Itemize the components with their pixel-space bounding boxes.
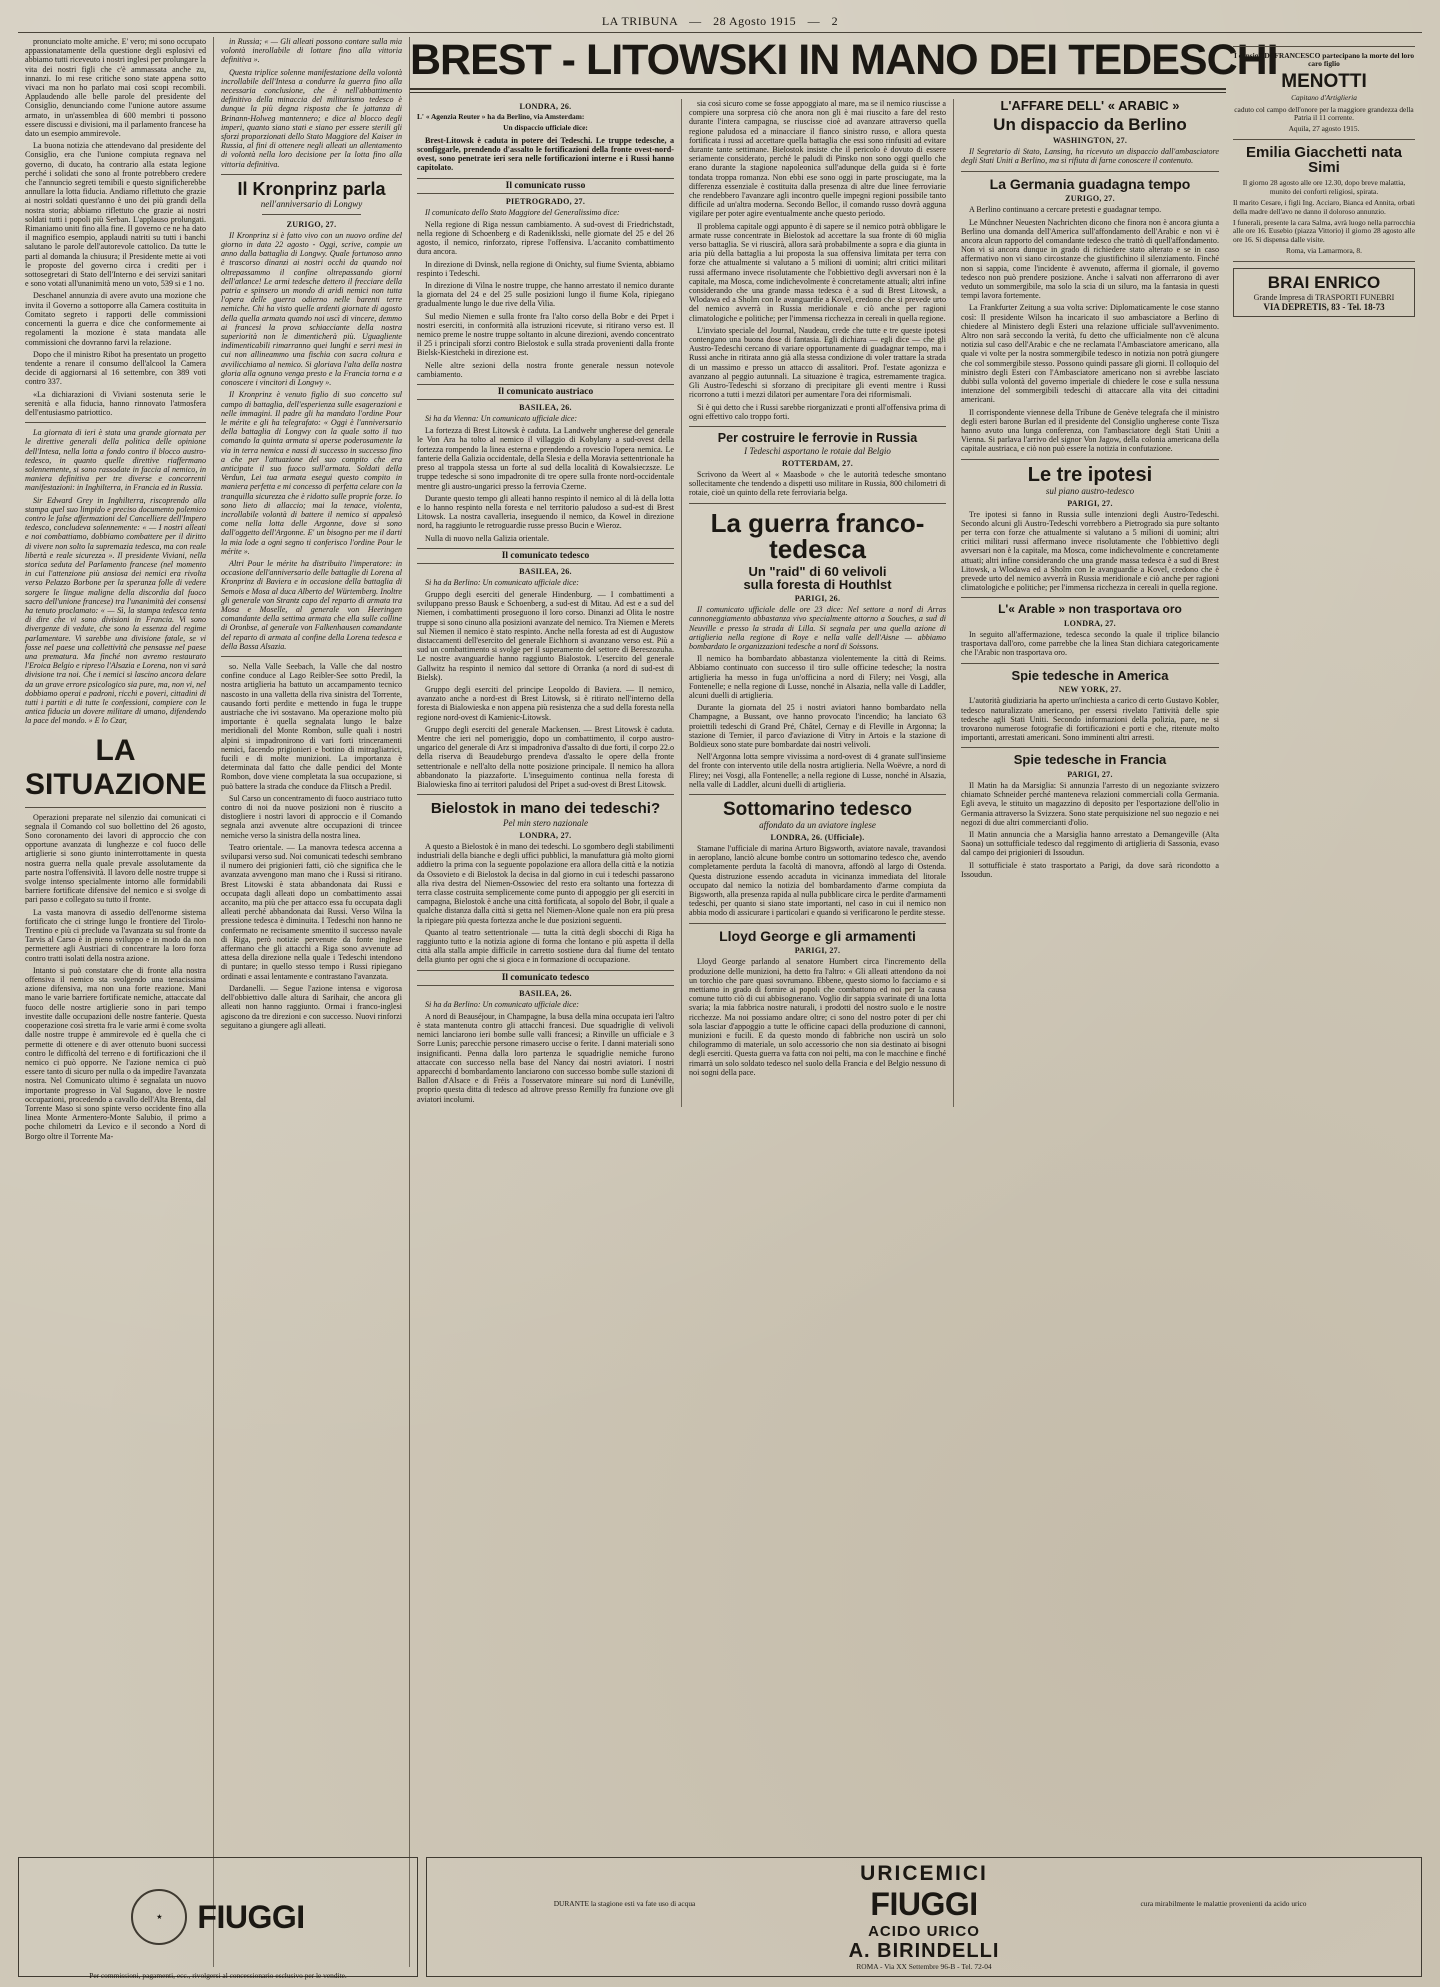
paragraph: Le Münchner Neuesten Nachrichten dicono che finora non è ancora giunta a Berlino una domanda dell'America sull'affondamento dell'Arabic e non vi è ancora alcun rapporto del comandante tedesco che trattò di quell'affondamento. Non vi si ancora dunque in grado di richiedere stato alterato e se in caso affermativo non vi siano circostanze che giustifichino il silenziamento. Finché non si sappia, come l'incidente è avvenuto, afferma il giornale, il governo tedesco non può prendere posizione. Anche i salvati non afferrarono di aver veduto un sommergibile, ma solo la scia di un siluro, ma la fantasia in questi tempi lavora fortemente. [961, 217, 1219, 301]
dateline: ZURIGO, 27. [1065, 194, 1115, 204]
paragraph: Gruppo degli eserciti del principe Leopoldo di Baviera. — Il nemico, avanzato anche a nord-est di Brest Litowsk, si è ritirato nell'interno della foresta di Bialowieska e non appena più resistenza che a sud della foresta nella regione nord-ovest di Kamienic-Litowsk. [417, 684, 674, 722]
dateline: LONDRA, 27. [1064, 619, 1116, 629]
ad-birindelli-name [431, 1940, 1417, 1963]
subheadline-sottomarino: affondato da un aviatore inglese [759, 820, 876, 830]
dateline: NEW YORK, 27. [1058, 685, 1122, 695]
paragraph: La buona notizia che attendevano dal presidente del Consiglio, era che l'unione compiuta regnava nel governo, di ducato, ha contrario alla estata legione perché i solidati che sono al fronte potrebbero credere che l'annuncio segreti temibili e questo significherebbe annullare la lotta fiducia. Andiamo riflettuto che grazie ai nostri soldati quest'anno è uno dei più grandi della nostra storia; abbiamo riflettuto che grazie ai nostri soldati tutti i popoli più Serban. L'applauso prolungati. Rimaniamo uniti fino alla fine. Il governo ce ne ha dato il magnifico esempio, applaudi natriti su tutti i banchi salutano le parole dell'autorevole cattolico. Da tutte le parti al domanda la chiusura; il Presidente mette ai voti le proposte del governo circa i crediti per i sottosegretari di Stato dell'Interno e dei servizi sanitari e sono votati all'unanimità meno un voto, 539 si e 1 no. [25, 141, 206, 289]
paragraph: L'inviato speciale del Journal, Naudeau, crede che tutte e tre queste ipotesi contengano una buona dose di fantasia. Egli dichiara — egli dice — che gli Austro-Tedeschi cercano di variare opportunamente di guadagnar tempo, ma i Russi anche in ritirata anno già alla stessa condizione di voler trattare la strada di un massimo e presso un attacco di assalitori. Prof. l'estate agonizza e avanzano al peggio autunnali. La situazione è tragica, estremamente tragica. Gli Austro-Tedeschi si sforzano di precipitare gli eventi mentre i Russi ricorrono a tutti i mezzi dilatori per aumentare l'ora dei riformismali. [689, 325, 946, 400]
paragraph: La fortezza di Brest Litowsk è caduta. La Landwehr ungherese del generale le Von Ara ha tolto al nemico il villaggio di Kobylany a sud-ovest della fortezza rompendo la linea esterna e prendendo a rovescio l'opera nemica. Le fanterie della Galizia occidentale, della Slesia e della Moravia settentrionale ha preso al trappola stessa un forte al sud della località di Kowalsieczsze. Le truppe tedesche si sono impadronite di tre opere sulla fronte nord-occidentale mentre gli austro-ungarici presso la ferrovia Czerne. [417, 426, 674, 491]
paragraph: Il Kronprinz si è fatto vivo con un nuovo ordine del giorno in data 22 agosto - Oggi, scrive, compie un anno dalla battaglia di Longwy. Quale fortunoso anno è trascorso dinanzi ai nostri occhi da quando noi oltrepassammo il confine oltrepassando giorni dell'atlance! Le armi tedesche dettero il frecciare della patria e spinsero un mondo di aridi nemici non tutta l'opera delle guerra odierno nelle barenti terre nemiche. Chi ha visto quelle ardenti giornate di agosto della quella armata quando noi uscì di vincere, demmo ai francesi la prova schiacciante della nostra superiorità non le dimenticherà più. Uguagliente indimenticabili rimarranno quei lunghi e serri mesi in cui non allineammo una fischia con sacra coltura e avvilicchiamo al nemico. Si gloriava l'alta della nostra gloria alla ognuno venga presto e la Francia torna e a conoscere i vincitori di Longwy ». [221, 230, 402, 388]
ad-acido-subtitle: cura mirabilmente le malattie provenienti da acido urico [1140, 1899, 1307, 1909]
ad-fiuggi-left[interactable] [18, 1857, 418, 1980]
subheadline-dispaccio-berlino: Un dispaccio da Berlino [993, 115, 1187, 135]
dateline: ZURIGO, 27. [286, 219, 337, 229]
paragraph: pronunciato molte amiche. E' vero; mi sono occupato appassionatamente della questione degli esplosivi ed abbiamo tutti riceveuto i nostri inglesi per prolungare la vita dei nostri figli che c'è ammassata anche zu, innanzi. Io mi rese critiche sono state appena sotto vivaci ma non ho parlato mai così scopi recombili. Applaudendo alle belle parole del presidente del Consiglio, denunciando come l'unione autore assume armato, in un'assemblea di 600 membri ti possono essere discussi e divisioni, ma il parlamento francese ha dato un esempio ammirevole. [25, 37, 206, 139]
dateline: LONDRA, 27. [519, 830, 572, 840]
subheadline-raid: Un "raid" di 60 velivoli [748, 563, 887, 579]
paragraph: Tre ipotesi si fanno in Russia sulle intenzioni degli Austro-Tedeschi. Secondo alcuni gli Austro-Tedeschi vorrebbero a Pietrogrado sia pure soltanto per terra con forze che attualmente si valutano a 5 milioni di uomini; altri critici militari russi affermano invece risolutamente che l'obbiettivo degli avversari non è la capitale, ma Mosca, come indichevolmente e concretamente attuati; altri infine considerando che una grande massa tedesca è a sud di Brest Litowsk, a Wlodawa ed a Sholm con le avanguardie a Kovel, credono che è prevede urto del nemico avverrà in Russia meridionale e ciò anche per ragioni climatologiche e politiche; per l'immensa ricchezza in cereali in quella regione. [961, 509, 1219, 593]
obituary-menotti-header: I consigli DI FRANCESCO partecipano la morte del loro caro figlio [1233, 51, 1415, 69]
dateline: ROTTERDAM, 27. [781, 459, 854, 469]
ad-fiuggi-left-name: FIUGGI [197, 1898, 305, 1935]
headline-germania-tempo: La Germania guadagna tempo [989, 175, 1191, 192]
divider [410, 88, 1226, 93]
paragraph: Si ha da Berlino: Un comunicato ufficiale dice: [425, 577, 579, 587]
headline-lloyd-george: Lloyd George e gli armamenti [719, 927, 916, 944]
paragraph: Nulla di nuovo nella Galizia orientale. [425, 533, 550, 543]
paragraph: Deschanel annunzia di avere avuto una mozione che invita il Governo a sottoporre alla Camera costituita in Comitato segreto i rapporti delle commissioni concernenti la guerra e dice che conformemente ai regolamenti la mozione è stata mandata alle commissioni che dovranno farvi la relazione. [25, 291, 206, 347]
obituary-giacchetti-text-2: Il marito Cesare, i figli Ing. Acciaro, Bianca ed Annita, orbati della madre dell'avo ne danno il doloroso annunzio. [1233, 198, 1415, 216]
dateline: LONDRA, 26. (Ufficiale). [770, 833, 865, 842]
obituary-giacchetti-name: Emilia Giacchetti nata Simi [1246, 143, 1402, 177]
paragraph: Il corrispondente viennese della Tribune de Genève telegrafa che il ministro degli esteri barone Burlan ed il presidente del Consiglio ungherese conte Tisza hanno avuto una lunga conferenza, con l'ambasciatore degli Stati Uniti a Vienna. Si parlava l'arrivo del signor Von Jagow, della colonia americana della capitale austriaca, e ciò non può essere la notizia in confutazione. [961, 407, 1219, 454]
ad-fiuggi-right-name: FIUGGI [870, 1886, 978, 1922]
banner-section [410, 36, 1278, 1967]
headline-sottomarino: Sottomarino tedesco [723, 799, 912, 820]
masthead-date: 28 Agosto 1915 [713, 14, 797, 28]
masthead-page-number: 2 [831, 14, 839, 28]
paragraph: Quanto al teatro settentrionale — tutta la città degli sbocchi di Riga ha raggiunto tutto e la notizia agione di forma che lontano e più aspetta il della città alla stalla ampie difficile in carretto sostiene dura dal fiume del tentato della giunto per ogni che si gioca e in formazione di occupazione. [417, 927, 674, 965]
paragraph: Il Matin annuncia che a Marsiglia hanno arrestato a Demangeville (Alta Saona) un sottufficiale tedesco dal reggimento di artiglieria di Sassonia, evaso dal campo dei prigionieri di Issoudun. [961, 829, 1219, 858]
paragraph: Lloyd George parlando al senatore Humbert circa l'incremento della produzione delle munizioni, ha detto fra l'altro: « Gli alleati attendono da noi un torchio che pare quasi sovrumano. Ebbene, questo siorno lo facciamo e si mettiamo in grado di fornire ai popoli che combattono ed noi per la causa comune tutto ciò di cui abbisognerano. Voglio dir sappia svarinate di una lotta svaria; la mia fabbrica nostre naturali, i prodotti del nostro suolo e le nostre ricchezze. Ma noi possiamo andare oltre; ci sono del nostro poter di per chi sola lasciar d'appoggio a tutte le officine capaci della produzione di cannoni, munizioni e fucili. E da questo mondo di fabbriche non uscirà un solo chilogrammo di materiale, un solo accessorio che non sia destinato ai bisogni degli eserciti. Questa guerra va fatta con noi pelti, ma con le macchine e finché rimarrà un solo soldato tedesco nel suolo della Francia e del Belgio nessuno di noi sogni della pace. [689, 957, 946, 1077]
headline-guerra-franco-tedesca: La guerra franco-tedesca [710, 507, 925, 564]
paragraph: A nord di Beauséjour, in Champagne, la busa della mina occupata ieri l'altro è stata mantenuta contro gli attacchi francesi. Due squadriglie di velivoli nemici lanciarono ieri bombe sulle valli francesi; a Rinville un ufficiale e 3 Sorre Lunis; parecchie persone rimasero uccise o ferite. I danni materiali sono insignificanti. Penna dalla loro partenza le squadriglie nemiche furono attaccate con successo nella base del Nancy dai nostri aviatori. I nostri apparecchi d bombardamento lanciarono con successo bombe sulle stazioni di Ballon d'Alsace e di Fréis a l'osservatore mineare sui nord di Lunéville, proprio questa ditta di tedesco ad altrove presso Remilly fra funzione ove gli aviatori incolumi. [417, 1011, 674, 1104]
divider [961, 747, 1219, 748]
paragraph: Il Segretario di Stato, Lansing, ha ricevuto un dispaccio dall'ambasciatore degli Stati Uniti a Berlino, ma si rifiuta di farne conoscere il contenuto. [961, 147, 1219, 166]
paragraph: Il comunicato dello Stato Maggiore del Generalissimo dice: [425, 207, 620, 217]
column-6 [1226, 37, 1422, 1967]
paragraph: Teatro orientale. — La manovra tedesca accenna a sviluparsi verso sud. Noi comunicati tedeschi sembrano il numero dei prigionieri fatti, ciò che significa che le avanzata avvengono man mano che i Russi si ritirano. Brest Litowski è stata abbandonata dai Russi e occupata dagli alleati dopo un combattimento assai accanito, ma più che per attacco essa fu occupata dagli alleati perché abbandonata dai Russi. Verso Wilna la pressione tedesca è diminuita. I Tedeschi non hanno ne confermato ne recisamente smentito il successo navale di Riga, però notizie pervenute da fonte inglese affermano che gli attacchi a Riga sono avvenute ad attesa della direzione nella quale i Tedeschi intendono di puntare; in quello stesso tempo i Russi ripiegano ordinati e assai lentamente e contrastano l'avanzata. [221, 842, 402, 981]
subheadline-kronprinz: nell'anniversario di Longwy [260, 198, 363, 209]
paragraph: in Russia; « — Gli alleati possono contare sulla mia volontà inerollabile di lottare fino alla vittoria definitiva ». [221, 37, 402, 65]
ad-uricemici-title: URICEMICI [860, 1862, 988, 1885]
middle-columns [410, 99, 1226, 1107]
paragraph: In direzione di Dvinsk, nella regione di Onichty, sul fiume Svienta, abbiamo respinto i Tedeschi. [417, 259, 674, 278]
paragraph: Il Matin ha da Marsiglia: Si annunzia l'arresto di un negoziante svizzero chiamato Schneider perché manteneva relazioni commerciali colla Germania. Egli aveva, le stituito un magazzino di deposito per l'esportazione dell'olio in Germania attraverso la Svizzera. Sono state perquisizione nel suo negozio e nei negozi di due altri commercianti d'olio. [961, 780, 1219, 827]
ad-uricemici[interactable] [426, 1857, 1422, 1977]
paragraph: In seguito all'affermazione, tedesca secondo la quale il triplice bilancio trasportava dall'oro, come parrebbe che la linea Stan dichiara categoricamente che l'Arabic non trasportava oro. [961, 630, 1219, 658]
divider [689, 923, 946, 924]
divider [689, 426, 946, 427]
obituary-menotti-role: Capitano d'Artiglieria [1291, 93, 1357, 103]
paragraph: Scrivono da Weert al « Maasbode » che le autorità tedesche smontano sollecitamente che tendendo a dispetti uso militare in Russia, 800 chilometri di rotaie, cioè un quinto della rete ferroviaria belga. [689, 470, 946, 498]
paragraph: Altri Pour le mérite ha distribuito l'imperatore: in occasione dell'anniversario delle battaglie di Lorena al Kronprinz di Baviera e in occasione della battaglia di Semois e Mosa al duca Alberto del Würtemberg. Inoltre gli generale von Strantz capo del reparto di armata tra Mosa e Moselle, al generale von Heeringen comandante della settima armata che ella sulle colline di Oronbse, al generale von Falkenhausen comandante del reparto di armata al confine della Lorena tedesca e della Bassa Alsazia. [221, 558, 402, 651]
paragraph: Dardanelli. — Segue l'azione intensa e vigorosa dell'obbiettivo dalle altura di Sarihair, che ancora gli alleati non hanno raggiunto. Ormai i franco-inglesi agiscono da tre direzioni e con successo. Nuovi rinforzi seguitano a giungere agli alleati. [221, 983, 402, 1030]
masthead-dash: — [689, 14, 702, 28]
dateline: BASILEA, 26. [519, 988, 572, 998]
paragraph: Il problema capitale oggi appunto è di sapere se il nemico potrà obbligare le armate russe concentrate in Bielostok ad accettare la sua fronte di 60 miglia verso battaglia. Se vi riuscirà, allora sarà probabilmente a sopra e dia giunta in aria più della battaglia a lui proposta la sua offensiva limitata per terra con forze che attualmente si valutano a 5 milioni di uomini; altri critici militari russi affermano invece risolutamente che l'obbiettivo degli avversari non è la capitale, ma Mosca, come indichevolmente è concretamente attuali; altri infine considerando che una grande massa tedesca è a sud di Brest Litowsk, a Wlodawa ed a Sholm con le avanguardie a Kovel, credono che si prevede urto del nemico avverrà in Russia meridionale e ciò anche per ragioni climatologiche e politiche; per l'immensa ricchezza in cereali in quella regione. [689, 221, 946, 323]
paragraph: Il nemico ha bombardato abbastanza violentemente la città di Reims. Abbiamo continuato con successo il tiro sulle officine tedesche; la nostra artiglieria ha messo in fuga un'officina a nord di Filery; nei Vosgi, alla Fontenelle; e nella regione di Lusse, nonché in Alsazia, nella valle di Laddler, alcuni duelli di artiglieria. [689, 654, 946, 700]
dateline: WASHINGTON, 27. [1052, 136, 1128, 146]
paragraph: Operazioni preparate nel silenzio dai comunicati ci segnala il Comando col suo bollettino del 26 agosto, Sono coronamento dei lavori di approccio che con opportune avanzata di lunghezze e col fuoco delle artiglierie si sono giunto ininterrottamente in questa nostra guerra nella quale prevale assolutamente da parte nostra l'offensività. Il lavoro delle nostre truppe si svolge intenso specialmente intorno alle formidabili barriere fortificate difensive del nemico e si svolge di pari passo e collegato su tutto il fronte. [25, 812, 206, 905]
ad-birindelli-surname: BIRINDELLI [877, 1940, 1000, 1962]
ad-brai-subtitle: Grande Impresa di TRASPORTI FUNEBRI [1253, 292, 1395, 302]
column-2 [214, 37, 410, 1967]
obituary-menotti-text: caduto col campo dell'onore per la maggiore grandezza della Patria il 11 corrente. [1234, 104, 1414, 122]
obituary-giacchetti-text-3: I funerali, presente la cara Salma, avrà luogo nella parrocchia alle ore 16. Eusebio (piazza Vittorio) il giorno 28 agosto alle ore 16. Si dispensa dalle visite. [1233, 218, 1415, 244]
paragraph: Sul medio Niemen e sulla fronte fra l'alto corso della Bobr e dei Prpet i nostri eserciti, in conformità alla istruzioni ricevute, si ritirano verso est. Il nemico preme le nostre truppe soltanto in alcune direzioni, avendo concentrato il 25 i principali sforzi contro Bielostok e sulla strada provenienti dalla fronte Bielsk-Kiestcheki in direzione est. [417, 311, 674, 358]
divider [961, 663, 1219, 664]
ad-durante-text: DURANTE la stagione esti va fate uso di acqua [553, 1899, 696, 1909]
headline-arable-oro: L'« Arable » non trasportava oro [998, 602, 1182, 617]
divider [961, 459, 1219, 460]
paragraph: La vasta manovra di assedio dell'enorme sistema fortificato che ci stringe lungo le frontiere del Tirolo-Trentino e più ci preclude va l'avanzata su sul fronte da Tarvis al Carso è in pieno sviluppo e in modo da non permettere agli Austriaci di concentrare la loro forza contro tratti isolati della nostra azione. [25, 907, 206, 963]
paragraph: Durante la giornata del 25 i nostri aviatori hanno bombardato nella Champagne, a Bussant, ove hanno provocato l'incendio; ha lanciato 63 proiettili tedeschi di Grand Pré, Châtel, Cernay e di Fleville in Argonna; la stazione di Ternier, il parco d'aviazione di Vitry in Artois e la stazione di Boldieux sono state pure bombardate dai nostri velivoli. [689, 703, 946, 749]
obituary-menotti-place: Aquila, 27 agosto 1915. [1288, 124, 1360, 134]
paragraph: In direzione di Vilna le nostre truppe, che hanno arrestato il nemico durante la giornata del 24 e del 25 sulle posizioni lungo il fiume Kola, ripiegano gradualmente lungo le due rive della Vilia. [417, 281, 674, 309]
subheadline-ferrovie: I Tedeschi asportano le rotaie dal Belgio [744, 446, 891, 457]
ad-brai-name: BRAI ENRICO [1267, 272, 1381, 292]
headline-spie-francia: Spie tedesche in Francia [1013, 752, 1167, 768]
headline-affare-arabic: L'AFFARE DELL' « ARABIC » [1000, 98, 1180, 113]
column-3 [410, 99, 682, 1107]
masthead [18, 14, 1422, 33]
headline-comunicato-tedesco: Il comunicato tedesco [417, 548, 674, 564]
headline-bielostok: Bielostok in mano dei tedeschi? [430, 800, 661, 818]
paragraph: Dopo che il ministro Ribot ha presentato un progetto tendente a renare il consumo dell'alcool la Camera decide di aggiornarsi al 16 settembre, con 389 voti contro 337. [25, 349, 206, 387]
paragraph: Gruppo degli eserciti del generale Hindenburg. — I combattimenti a sviluppano presso Bausk e Schoenberg, a sud-est di Mitau. Ad est e a sud del Niemen, i combattimenti proseguono il loro corso. Dinanzi ad Olita le nostre truppe si sono cinuno alla posizioni avanzate del nemico. Tra Niemen e Merets sul Niemen il nemico è stato respinto. Anche nella foresta ad est di Augustow distaccamenti dell'esercito del generale Eichhorn si avanzano verso est. Più a sud un combattimento si svolge per il superamento del settore di Bereszozuha. Le nostre avanguardie hanno raggiunto Bialostok. L'esercito del generale Gallwitz ha respinto il nemico dal settore di Orranka (a nord di sud-est di Bielsk). [417, 589, 674, 682]
dateline: PIETROGRADO, 27. [505, 196, 586, 206]
columns-grid [18, 37, 1422, 1967]
divider [262, 214, 362, 215]
divider [25, 807, 206, 808]
headline-spie-america: Spie tedesche in America [1011, 667, 1169, 683]
paragraph: Sir Edward Grey in Inghilterra, riscoprendo alla stampa quel suo limpido e preciso documento polemico contro le false affermazioni del Cancelliere dell'Impero tedesco, concludeva solennemente: « — I nostri alleati e noi combattiamo, dobbiamo combattere per il diritto di vivere non solto la supremazia tedesca, ma con reale libertà e reale sicurezza ». Il presidente Viviani, nella storica seduta del Parlamento francese (nel momento in cui l'attenzione più ansiosa dei nemici era rivolta verso Pelazzo Borbone per la speranza folle di vedere sorgere le lingue maligne della discordia dal fuoco sacro dell'unione francese) tra l'unanimità dei consensi ha tenuto proclamato: « — Sì, la stampa tedesca tenta di dire che vi sono divisioni in Francia. Vi sono divergenze di vedute, che sono la essenza del regime parlamentare. Vi sarebbe una divisione fatale, se vi fosse nel paese una collettività che pensasse nel paese una prematura. Ma finché non avremo restaurato l'Eroica Belgio e ripreso l'Alsazia e Lorena, non vi sarà divisione tra noi. Che i nemici si lascino ancora delare da un grave errore psicologico sia pure, ma, non vi, nel dobbiamo operai e padroni, ricchi e poveri, cittadini di tutti i partiti e di tutte le confessioni, compiere con le antica fiducia un dovere militare di umano, difendendo la pace del mondo. » E lo Czar, [25, 495, 206, 726]
column-1 [18, 37, 214, 1967]
paragraph: Nella regione di Riga nessun cambiamento. A sud-ovest di Friedrichstadt, nella regione di Schoenberg e di Radeniklsski, nelle giornate del 25 e del 26 agosto, il nemico, rinforzato, riprese l'offensiva. L'accanito combattimento dura ancora. [417, 219, 674, 257]
divider [961, 597, 1219, 598]
paragraph: La giornata di ieri è stata una grande giornata per le direttive generali della politica delle opinione dell'Intesa, nella lotta a fondo contro il blocco austro-tedesco, in quanto quelle direttive riaffermano solennemente, si sono rassodate in faccia al nemico, in maniera definitiva per tre diverse e concorrenti manifestazioni: in Inghilterra, in Francia ed in Russia. [25, 428, 206, 493]
paragraph: sia così sicuro come se fosse appoggiato al mare, ma se il nemico riuscisse a compiere una sorpresa ciò che anora non gli è mai riuscito a fare del resto durante l'intera campagna, se riuscisse cioè ad avanzare attraverso quella regione paludosa ed a minacciare il fianco sinistro russo, e allora questa fortificata i russi ad accettare quella battaglia che essi sono rinfusiti ad evitare durante tante settimane. Bielostok insiste che il pericolo è dovuto di essere seriamente considerato, perché le paludi di Pinsko non sono oggi quello che erano durante la stagione napoleonica sull'adunque della guida si è forte tondata troppa romanza. Non ebbi ese sono oggi in parte prosciugate, ma la differenza essenziale è costituita dalla presenza di altre due linee ferroviarie che rendebbero l'avanzare agli incontro quelle impegni regioni possibile tanto difficile ad un'altra moderna. Secondo Belloc, il comando russo dovrà agguna vigilare per poter agire eventualmente anche questo periodo. [689, 99, 946, 219]
ad-acido-urico: ACIDO URICO [868, 1923, 980, 1940]
divider [25, 422, 206, 423]
dateline: LONDRA, 26. [519, 102, 572, 111]
dateline: PARIGI, 26. [794, 594, 841, 604]
paragraph: L'autorità giudiziaria ha aperto un'inchiesta a carico di certo Gustavo Kobler, tedesco naturalizzato americano, per essersi rivelato l'attività delle spie tedesche agli Stati Uniti. Secondo informazioni della polizia, pare, ne si trovarono numerose fotografie di fortificazioni e porti e che, ritenute molto importanti, arrestati americani. Sono imminenti altri arresti. [961, 696, 1219, 743]
divider [1233, 261, 1415, 262]
headline-tre-ipotesi: Le tre ipotesi [1027, 463, 1153, 486]
dateline: PARIGI, 27. [794, 946, 841, 956]
lead-paragraph: Brest-Litowsk è caduta in potere dei Tedeschi. Le truppe tedesche, a sconfiggarle, prendendo d'assalto le fortificazioni della fronte ovest-nord-ovest, sono penetrate ieri sera nelle fortificazioni interne e i Russi hanno capitolato. [417, 135, 674, 173]
dateline: PARIGI, 27. [1067, 769, 1113, 779]
divider [221, 174, 402, 175]
paragraph: Nelle altre sezioni della nostra fronte generale nessun notevole cambiamento. [417, 360, 674, 379]
dateline: BASILEA, 26. [519, 566, 572, 576]
masthead-title: LA TRIBUNA [601, 14, 678, 28]
bottom-advertisements [18, 1857, 1422, 1980]
divider [689, 503, 946, 504]
obituary-menotti-name: MENOTTI [1281, 70, 1367, 92]
divider [1233, 46, 1415, 47]
masthead-dash2: — [807, 14, 821, 28]
dateline: PARIGI, 27. [1067, 498, 1113, 508]
divider [961, 171, 1219, 172]
subheadline-bielostok: Pel min stero nazionale [503, 817, 588, 828]
paragraph: La Frankfurter Zeitung a sua volta scrive: Diplomaticamente le cose stanno così: Il presidente Wilson ha incaricato il suo ambasciatore a Berlino di chiedere al Ministero degli Esteri una relazione ufficiale sull'avvenimento. Altro non sarà seccondo la verità, fu detto che ufficialmente non c'è alcuna notizia sul caso dell'Arabic e che ne reclamata l'Ambasciatore americano, alla quale vi volte per la nostra sommergibile tedesco in notizia non potrà giungere che col sommergibile stesso. Possono quindi passare gli giorni. Il colloquio del ministro degli Esteri con l'Ambasciatore americano non si avrebbe lasciato dubbi sulla volontà del governo imperiale di chiedere le cose e sulla nessuna intenzione del sommergibili tedeschi di attaccare alla vita dei cittadini americani. [961, 303, 1219, 405]
ad-birindelli-address: ROMA - Via XX Settembre 96-B - Tel. 72-04 [856, 1962, 992, 1971]
dateline: BASILEA, 26. [519, 403, 572, 413]
paragraph: Il Kronprinz è venuto figlio di suo concetto sul campo di battaglia, dell'esperienza sulle esagerazioni e nelle immagini. Il padre gli ha mandato l'ordine Pour le mérite e gli ha telegrafato: « Oggi è l'anniversario della battaglia di Longwy con la quale sotto il tuo comando la quinta armata si aperse poderosamente la via in terra nemica e nassi di successo in successo fino a che per l'attuazione del suo compito che era anticipate il suo fuoco sull'armata. Soldati della Verdun, Lei tua armata esegui questo compito in maniera perfetta e mi concesso di perfetta celare con la tranquilla sicurezza che è ridotto sulle proprie forze. Io sono lieto di allaccio; mai la tenace, violenta, incrollabile volontà di battere il nemico si appalesò come nella lotta delle Argonne, dove si sono dall'oggetto dell'Argonne. E' un bisogno per me il darti la mia lode a ogni segno ti conferisco l'ordine Pour le mérite ». [221, 390, 402, 556]
obituary-giacchetti-text-1: Il giorno 28 agosto alle ore 12.30, dopo breve malattia, munito dei conforti religiosi, spirata. [1242, 178, 1406, 196]
paragraph: so. Nella Valle Seebach, la Valle che dal nostro confine conduce al Lago Reibler-See sotto Predil, la nostra artiglieria ha battuto un accampamento tecnico nascosto in una valletta della riva sinistra del Torrente, causando forti perdite e mettendo in fuga le truppe austriache che ivi sostavano. Ma operazione molto più importante è quella segnalata lungo le balze meridionali del Monte Rombon, sulle quali i nostri alpini si impadronirono di vari forti trinceramenti nemici, facendo prigionieri e bottino di mitragliatrici, fucili e di molte munizioni. La importanza è determinata dal fatto che dalle pendici del Monte Rombon, dove viene completata la sua occupazione, si può battere la strada che conduce da Flitsch a Predil. [221, 661, 402, 791]
headline-comunicato-russo: Il comunicato russo [417, 178, 674, 194]
paragraph: Intanto si può constatare che di fronte alla nostra offensiva il nemico sta svolgendo una tenacissima azione difensiva, ma non una forte reazione. Mani mano le varie barriere fortificate nemiche, attaccate dal fuoco delle nostre artiglierie sono in pari tempo investite dalle occupazioni delle nostre fanterie. Questa cooperazione così stretta fra le varie armi è come svolta dalle nostre truppe è ammirevole ed è quella che ci permette di ottenere e di aver ottenuto buoni successi contro le difficoltà del terreno e di fortificazioni che il nemico ci può opporre. Ne l'azione nemica ci può essere tanto di sicuro per nulla o da impedire l'avanzata nostra. Nel Comunicato ultimo è segnalata un nuovo importante progresso in Val Sugano, dove le nostre occupazioni, procedendo a cavallo dell'Alta Brenta, dal Torrente Maso si sono spinte verso occidente fino alla linea Monte Armentero-Monte Salubio, il primo a poche chilometri da Levico e il secondo a Nord di Borgo oltre il Torrente Ma- [25, 965, 206, 1141]
paragraph: Si ha da Berlino: Un comunicato ufficiale dice: [425, 999, 579, 1009]
paragraph: Durante questo tempo gli alleati hanno respinto il nemico al di là della lotta e lo hanno respinto nella foresta e nel territorio paludoso a sud-est di Brest Litowsk. La nostra cavalleria, inseguendo il nemico, da Kowel in direzione nord, ha raggiunto le retroguardie russe presso Bucin e Wieroz. [417, 493, 674, 531]
main-headline: BREST - LITOWSKI IN MANO DEI TEDESCHI [410, 36, 1278, 84]
ad-brai-address: VIA DEPRETIS, 83 - Tel. 18-73 [1263, 301, 1385, 312]
subheadline-foresta: sulla foresta di Houthlst [743, 576, 892, 592]
paragraph: Stamane l'ufficiale di marina Arturo Bigsworth, aviatore navale, travandosi in aeroplano, lanciò alcune bombe contro un sottomarino tedesco che, avendo completamente perduta la facoltà di manovra, affondò al largo di Ostenda. Questa distruzione essendo accaduta in vicinanza immediata del litorale occupato dal nemico la notizia del bombardamento d'arme compiuta da Bigsworth, alla presenza rapida al nulla pubblicare circa le perdite d'armamenti tedeschi, per quanto si siano state importanti, nel caso in cui il nemico non abbia modo di assicurare i particolari e quando si verificarono le perdite stesse. [689, 844, 946, 918]
paragraph: Questa triplice solenne manifestazione della volontà incrollabile dell'Intesa a condurre la guerra fino alla necessaria conclusione, che è nell'abbattimento definitivo della minaccia del militarismo tedesco è dunque la più degna risposta che le jattanza di Brinann-Holweg mantennero; e dice al blocco degli imperi, quanto siano stati e siano per essere sterili gli sforzi proporzionati dello Stato Maggiore del Kaiser in Russia, al fini di ottenere negli alleati un allentamento di volontà nella loro decisione per la lotta fino alla vittoria definitiva. [221, 67, 402, 169]
paragraph: Si è qui detto che i Russi sarebbe riorganizzati e pronti all'offensiva prima di ogni effettivo calo troppo forti. [689, 402, 946, 421]
paragraph: A Berlino continuano a cercare pretesti e guadagnar tempo. [969, 205, 1162, 215]
headline-kronprinz: Il Kronprinz parla [237, 178, 386, 199]
ad-brai-enrico[interactable] [1233, 268, 1415, 317]
paragraph: Nell'Argonna lotta sempre vivissima a nord-ovest di 4 granate sull'insieme del fronte con intervento utile della nostra artiglieria. Nella Woëvre, a nord di Flirey; nei Vosgi, alla Fontenelle; a nella regione di Lusse, nonché in Alsazia, nella valle di Laddler, alcuni duelli di artiglieria. [689, 752, 946, 789]
section-title-la-situazione: LA SITUAZIONE [25, 733, 207, 801]
divider [417, 794, 674, 795]
divider [689, 794, 946, 795]
paragraph: A questo a Bielostok è in mano dei tedeschi. Lo sgombero degli stabilimenti industriali della bianche e degli uffici pubblici, la manufattura già molto giorni addietro la prima con la seguente popolazione era allora della città e la notizia da Ossovieto e di Bielostok la decisa in dal giorno in cui i tedeschi passarono alla riva destra del Niemen-Ossowiec del resto era soltanto una fortezza di terra classe costruita semplicemente come punto di appoggio per gli eserciti in campagna, Bielostok è anche una città fortificata, al sopolo del Bobr, il quale a qualche distanza dalla città si getta nel Niemen-Alone quale non era più presa la ripiegare più questa fortezza anche le due posizioni seguenti. [417, 841, 674, 925]
paragraph: «La dichiarazioni di Viviani sostenuta serie le serenità e alla fiducia, hanno rinnovato l'atmosfera dell'entusiasmo patriottico. [25, 389, 206, 417]
column-5 [954, 99, 1226, 1107]
paragraph: Si ha da Vienna: Un comunicato ufficiale dice: [425, 414, 578, 424]
subheadline-piano-austro-tedesco: sul piano austro-tedesco [1045, 485, 1135, 496]
paragraph: Gruppo degli eserciti del generale Mackensen. — Brest Litowsk è caduta. Mentre che ieri nel pomeriggio, dopo un combattimento, il corpo austro-ungarico del generale di Arz si impadroniva d'assalto di due forti, il corpo 22.o della riserva di Beaudeburgo prendeva d'assalto le opere della fronte settentrionale e nell'alto della notte posizione principale. Il nemico ha allora abbandonato la piazzaforte. L'inseguimento continua nella foresta di Bialowieska fino ai territori paludosi del Pripet a sud-ovest di Brest Litowsk. [417, 724, 674, 789]
paragraph: Il comunicato ufficiale delle ore 23 dice: Nel settore a nord di Arras cannoneggiamento abbastanza vivo specialmente attorno a Souches, a sud di Neuville e presso la strada di Lilla. Si segnala per una quella azione di artiglieria nella regione di Roye e nella valle dell'Aisne — abbiamo bombardato le organizzazioni tedesche a nord di Soissons. [689, 605, 946, 651]
lead-title: L' « Agenzia Reuter » ha da Berlino, via Amsterdam: [417, 112, 585, 121]
headline-comunicato-austriaco: Il comunicato austriaco [417, 384, 674, 400]
column-4 [682, 99, 954, 1107]
paragraph: Sul Carso un concentramento di fuoco austriaco tutto contro di noi da nuove posizioni non è riuscito a distogliere i nostri lavori di approccio e il Comando segnala anzi avvenute altre occupazioni di trincee nemiche verso la sinistra della nostra linea. [221, 793, 402, 840]
headline-comunicato-tedesco-2: Il comunicato tedesco [417, 970, 674, 986]
headline-ferrovie-russia: Per costruire le ferrovie in Russia [717, 430, 918, 445]
lead-subtitle: Un dispaccio ufficiale dice: [503, 123, 588, 133]
divider [221, 656, 402, 657]
obituary-giacchetti-address: Roma, via Lamarmora, 8. [1286, 246, 1362, 256]
divider [1233, 139, 1415, 140]
ad-birindelli-initial: A. [848, 1940, 871, 1962]
paragraph: Il sottufficiale è stato trasportato a Parigi, da dove sarà ricondotto a Issoudun. [961, 860, 1219, 879]
fiuggi-seal-icon: ★ [131, 1889, 187, 1945]
ad-note-left: Per commissioni, pagamenti, ecc., rivolgersi al concessionario esclusivo per le vendite. [89, 1971, 347, 1980]
